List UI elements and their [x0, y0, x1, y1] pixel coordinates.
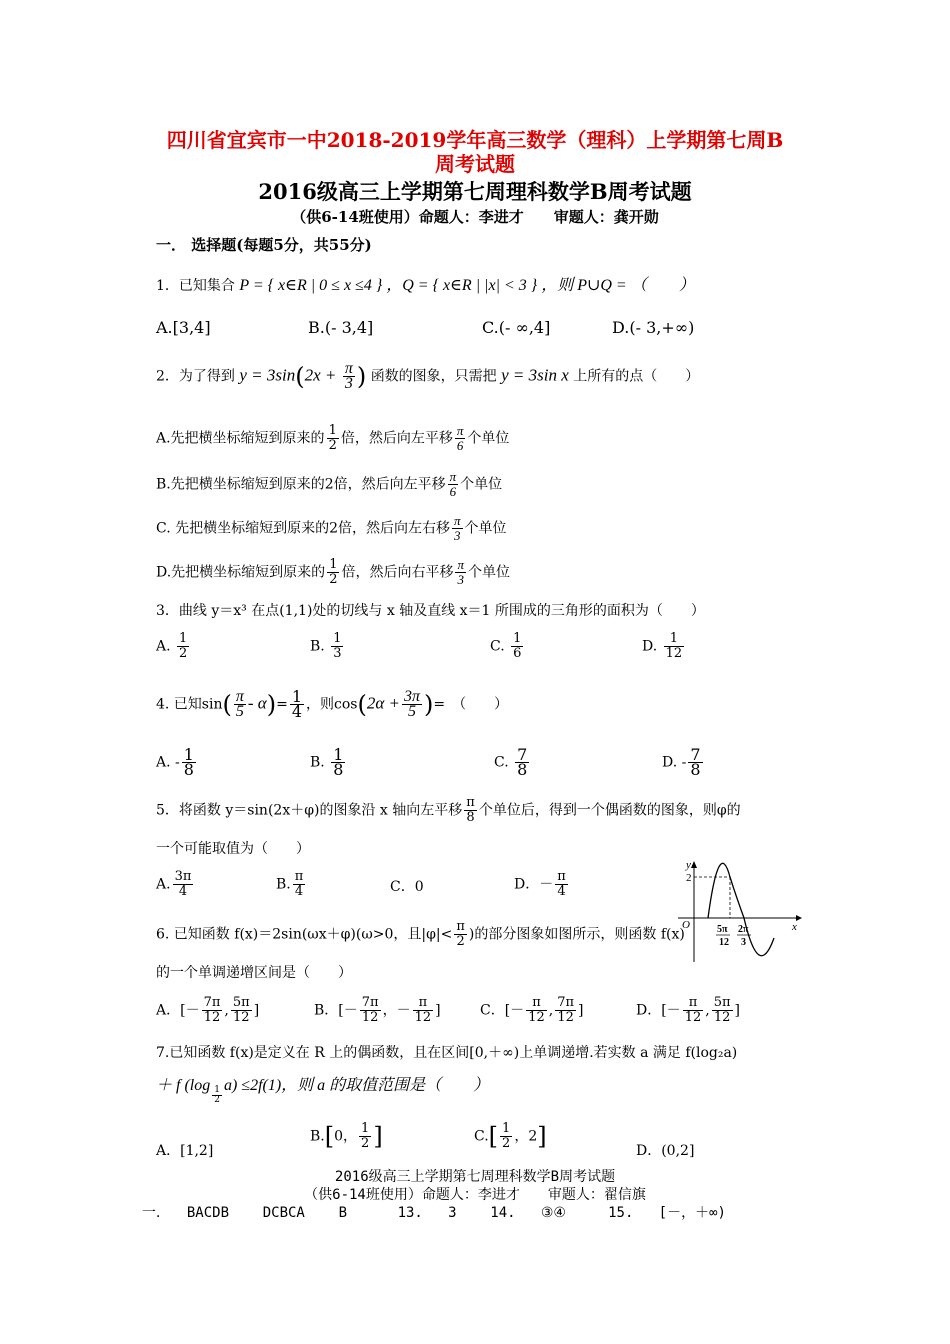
q1-option-d: D.(- 3,+∞) — [612, 318, 695, 337]
answers-title: 2016级高三上学期第七周理科数学B周考试题 — [334, 1169, 616, 1185]
q4-option-d: D. - $\frac{7}{8}$ — [662, 745, 701, 779]
answers-line: 一． BACDB DCBCA B 13. 3 14. ③④ 15. [－，＋∞) — [142, 1205, 726, 1221]
tick1-den: 12 — [719, 937, 729, 948]
q2-option-d: D.先把横坐标缩短到原来的 $\frac{1}{2}$ 倍，然后向右平移 $\frac{\pi}{3}$ 个单位 — [156, 557, 510, 587]
question-2: 2．为了得到 y = 3sin(2x + $\frac{\pi}{3}$ ) 函数的图象，只需把 y = 3sin x 上所有的点（ ） — [156, 360, 700, 392]
ymax-label: 2 — [686, 872, 692, 884]
question-6: 6. 已知函数 f(x)＝2sin(ωx＋φ)(ω>0，且|φ|< $\frac{\pi}{2}$ )的部分图象如图所示，则函数 f(x) — [156, 919, 685, 949]
q5-option-a: A. $\frac{3\pi}{4}$ — [156, 869, 192, 899]
subtitle: （供6-14班使用）命题人：李进才 审题人：龚开勋 — [291, 208, 659, 226]
q7-option-a: A．[1,2] — [156, 1143, 214, 1159]
question-5: 5．将函数 y＝sin(2x＋φ)的图象沿 x 轴向左平移 $\frac{\pi}{8}$ 个单位后，得到一个偶函数的图象，则φ的 — [156, 795, 741, 825]
q5-option-d: D．－ $\frac{\pi}{4}$ — [514, 869, 566, 899]
origin-label: O — [682, 919, 690, 931]
question-3: 3．曲线 y＝x³ 在点(1,1)处的切线与 x 轴及直线 x＝1 所围成的三角形的面积为（ ） — [156, 603, 705, 619]
question-4: 4. 已知sin( $\frac{\pi}{5}$ - α)= $\frac{1}{4}$ ，则cos(2α + $\frac{3\pi}{5}$ )= （ ） — [156, 687, 509, 721]
sine-graph-figure — [674, 856, 804, 966]
y-axis-arrow — [691, 861, 697, 868]
q1-sets: P = { x∈R | 0 ≤ x ≤4 } ，Q = { x∈R | |x| < 3 } ，则 P∪Q = （ ） — [239, 277, 695, 294]
q2-option-c: C. 先把横坐标缩短到原来的2倍，然后向左右移 $\frac{\pi}{3}$ 个单位 — [156, 513, 507, 543]
red-title-line1: 四川省宜宾市一中2018-2019学年高三数学（理科）上学期第七周B — [166, 128, 784, 152]
q3-option-d: D. $\frac{1}{12}$ — [642, 631, 683, 661]
q7-option-d: D．(0,2] — [636, 1143, 695, 1159]
q1-option-a: A.[3,4] — [156, 318, 211, 337]
q7-option-b: B.[0， $\frac{1}{2}$ ] — [310, 1121, 383, 1151]
q2-option-b: B.先把横坐标缩短到原来的2倍，然后向左平移 $\frac{\pi}{6}$ 个单位 — [156, 469, 503, 499]
q1-option-b: B.(- 3,4] — [308, 318, 374, 337]
q6-option-b: B．[－ $\frac{7\pi}{12}$ ，－ $\frac{\pi}{12}$ ] — [314, 995, 441, 1025]
q6-option-a: A．[－ $\frac{7\pi}{12}$ , $\frac{5\pi}{12}$ ] — [156, 995, 260, 1025]
tick2-num: 2π — [738, 924, 749, 935]
question-7-cont: ＋ f (log $\frac{1}{2}$ a) ≤2f(1)，则 a 的取值范围是（ ） — [156, 1077, 490, 1105]
question-1 — [156, 272, 695, 295]
y-label: y — [686, 859, 691, 871]
q5-option-b: B. $\frac{\pi}{4}$ — [276, 869, 304, 899]
q4-option-c: C. $\frac{7}{8}$ — [494, 745, 528, 779]
q1-stem: 1．已知集合 — [156, 278, 235, 294]
q2-option-a: A.先把横坐标缩短到原来的 $\frac{1}{2}$ 倍，然后向左平移 $\frac{\pi}{6}$ 个单位 — [156, 423, 510, 453]
main-title: 2016级高三上学期第七周理科数学B周考试题 — [258, 179, 692, 204]
q4-option-b: B. $\frac{1}{8}$ — [310, 745, 344, 779]
tick2-den: 3 — [741, 937, 746, 948]
q6-option-d: D．[－ $\frac{\pi}{12}$ , $\frac{5\pi}{12}$ ] — [636, 995, 740, 1025]
q7-option-c: C.[ $\frac{1}{2}$ ，2] — [474, 1121, 547, 1151]
tick1-num: 5π — [717, 924, 728, 935]
x-axis-arrow — [796, 915, 802, 921]
q6-option-c: C．[－ $\frac{\pi}{12}$ , $\frac{7\pi}{12}$ ] — [480, 995, 584, 1025]
q5-option-c: C．0 — [390, 879, 424, 895]
q1-option-c: C.(- ∞,4] — [482, 318, 551, 337]
q3-option-a: A. $\frac{1}{2}$ — [156, 631, 188, 661]
q3-option-b: B. $\frac{1}{3}$ — [310, 631, 342, 661]
question-7: 7.已知函数 f(x)是定义在 R 上的偶函数，且在区间[0,＋∞)上单调递增.若实数 a 满足 f(log₂a) — [156, 1045, 738, 1061]
answers-subtitle: （供6-14班使用）命题人：李进才 审题人：翟信旗 — [304, 1187, 646, 1203]
q3-option-c: C. $\frac{1}{6}$ — [490, 631, 522, 661]
question-5-cont: 一个可能取值为（ ） — [156, 841, 310, 857]
section-heading: 一． 选择题(每题5分，共55分) — [156, 236, 372, 254]
x-label: x — [792, 921, 797, 933]
red-title-line2: 周考试题 — [435, 152, 515, 176]
q4-option-a: A. - $\frac{1}{8}$ — [156, 745, 194, 779]
question-6-cont: 的一个单调递增区间是（ ） — [156, 965, 352, 981]
